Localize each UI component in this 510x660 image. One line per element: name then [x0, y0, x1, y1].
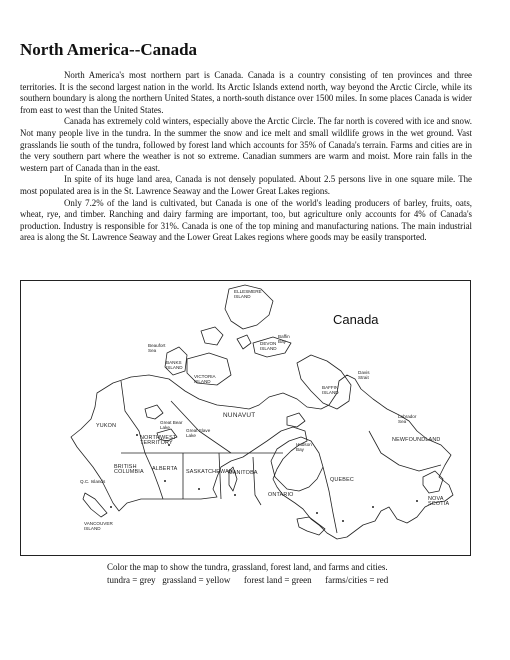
label-vancouver: VANCOUVER ISLAND [84, 521, 113, 531]
city-dot [416, 500, 418, 502]
city-dot [164, 480, 166, 482]
label-ellesmere: ELLESMERE ISLAND [234, 289, 262, 299]
label-quebec: QUEBEC [330, 477, 354, 483]
instructions-line-1: Color the map to show the tundra, grassland, forest land, and farms and cities. [107, 562, 388, 572]
label-nwt: NORTHWEST TERRITORY [140, 435, 177, 446]
label-newfoundland: NEWFOUNDLAND [392, 437, 441, 443]
page-title: North America--Canada [20, 40, 198, 59]
instructions-legend: tundra = grey grassland = yellow forest land = green farms/cities = red [107, 574, 389, 585]
label-nunavut: NUNAVUT [223, 412, 256, 419]
label-baffin-island: BAFFIN ISLAND [322, 385, 339, 395]
bc-alberta-border [145, 453, 163, 499]
great-bear-lake [145, 405, 163, 419]
paragraph: In spite of its huge land area, Canada is not densely populated. About 2.5 persons live in one square mile. The most populated area is in the St. Lawrence Seaway and the Lower Great Lakes regions. [20, 174, 472, 196]
city-dot [342, 520, 344, 522]
label-great-bear: Great Bear Lake [160, 420, 183, 430]
manitoba-ontario-border [253, 457, 261, 505]
city-dot [316, 512, 318, 514]
label-great-slave: Great Slave Lake [186, 428, 211, 438]
island-a [201, 327, 223, 345]
great-lakes [297, 517, 325, 535]
label-beaufort: Beaufort Sea [148, 343, 166, 353]
city-dot [234, 494, 236, 496]
label-nova-scotia: NOVA SCOTIA [428, 496, 450, 507]
label-sask: SASKATCHEWAN [186, 469, 234, 475]
label-ontario: ONTARIO [268, 492, 294, 498]
body-text [20, 70, 472, 244]
label-labrador-sea: Labrador Sea [398, 414, 417, 424]
label-banks: BANKS ISLAND [166, 360, 183, 370]
label-qc-islands: Q.C. Islands [80, 479, 106, 484]
label-hudson-bay: Hudson Bay [296, 442, 312, 452]
instructions [107, 561, 388, 586]
paragraph: North America's most northern part is Canada. Canada is a country consisting of ten provinces and three territories. It is the second largest nation in the world. Its Arctic Islands extend north, way beyond the Arctic Circle, while its southern boundary is along the northern United States, a north-south distance over 1500 miles. In some places Canada is wider from east to west than the United States. [20, 70, 472, 115]
city-dot [198, 488, 200, 490]
baffin-island [297, 355, 351, 409]
label-yukon: YUKON [96, 423, 117, 429]
city-dot [136, 434, 138, 436]
label-devon: DEVON ISLAND [260, 341, 277, 351]
label-davis: Davis Strait [358, 370, 370, 380]
label-bc: BRITISH COLUMBIA [114, 464, 144, 475]
label-baffin-bay: Baffin Bay [278, 334, 290, 344]
label-alberta: ALBERTA [152, 466, 178, 472]
southampton-island [287, 413, 305, 427]
city-dot [372, 506, 374, 508]
paragraph: Canada has extremely cold winters, especially above the Arctic Circle. The far north is covered with ice and snow. Not many people live in the tundra. In the summer the snow and ice melt and small wildlife grows in the wet ground. Vast grasslands lie south of the tundra, followed by forest land which accounts for 35% of Canada's terrain. Farms and cities are in the very southern part where the weather is not so extreme. Canadian summers are warm and moist. More rain falls in the western part of Canada than in the east. [20, 116, 472, 173]
label-manitoba: MANITOBA [228, 470, 258, 476]
sask-manitoba-border [219, 453, 221, 499]
map-title: Canada [333, 312, 379, 327]
label-victoria: VICTORIA ISLAND [194, 374, 216, 384]
city-dot [110, 506, 112, 508]
paragraph: Only 7.2% of the land is cultivated, but Canada is one of the world's leading producers of barley, fruits, oats, wheat, rye, and timber. Ranching and dairy farming are important, too, but agriculture only accounts for 4% of Canada's production. Industry is responsible for 31%. Canada is one of the top mining and manufacturing nations. The main industrial area is along the St. Lawrence Seaway and the Lower Great Lakes regions where goods may be easily transported. [20, 197, 472, 243]
island-b [237, 335, 251, 349]
vancouver-island [83, 493, 107, 517]
mainland-coast [71, 375, 453, 539]
